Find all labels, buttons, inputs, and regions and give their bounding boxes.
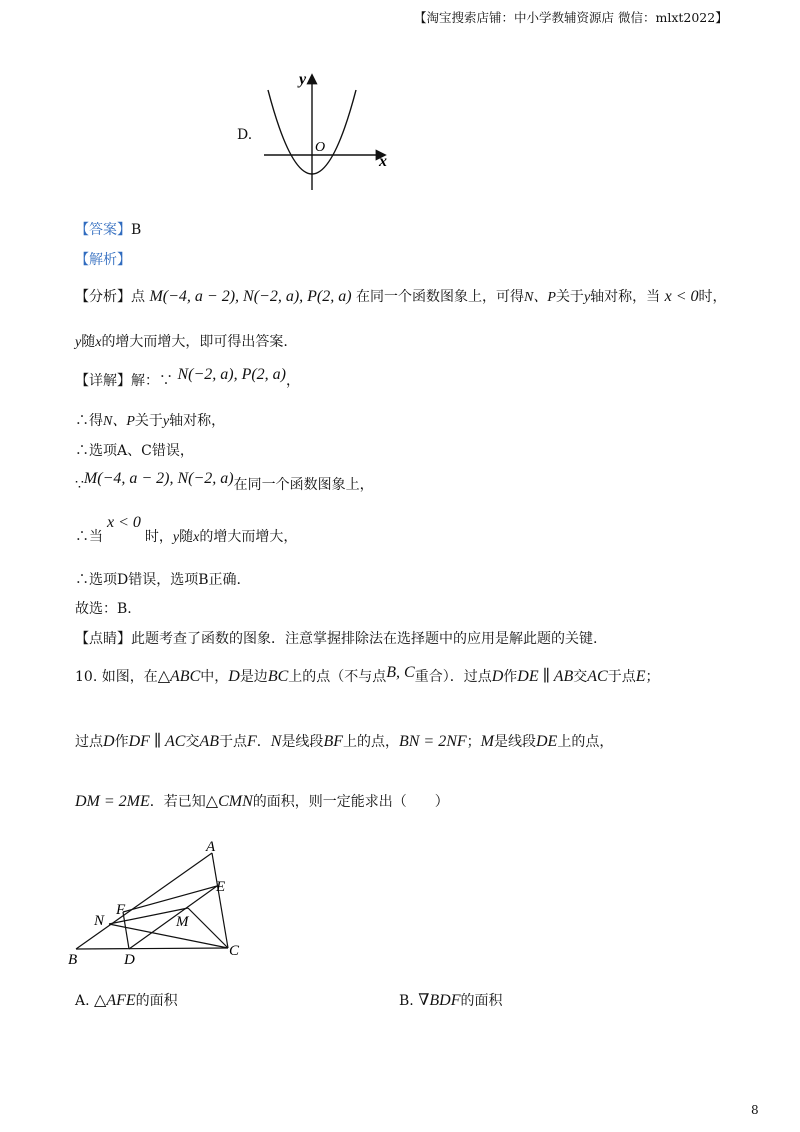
q10-math: BN = 2NF xyxy=(398,733,467,750)
q10-math: D xyxy=(103,733,115,750)
detail-points-math: N(−2, a), P(2, a) xyxy=(177,366,287,383)
origin-label: O xyxy=(315,140,326,155)
q10-math: DE ∥ AB xyxy=(517,668,574,685)
detail-y: y xyxy=(172,530,180,545)
q10-text: 作 xyxy=(503,669,518,685)
point-a-label: A xyxy=(206,839,216,855)
dianjing-text: 此题考查了函数的图象．注意掌握排除法在选择题中的应用是解此题的关键. xyxy=(131,631,598,647)
q10-math: △ABC xyxy=(157,668,201,685)
q10-math: △CMN xyxy=(205,793,253,810)
detail-step-6: 故选：B. xyxy=(75,601,132,617)
fenxi-y: y xyxy=(75,335,82,350)
q10-math: DE xyxy=(536,733,558,750)
q10-math: DM = 2ME xyxy=(75,793,150,810)
detail-text: 在同一个函数图象上， xyxy=(233,477,374,493)
q10-text: 上的点（不与点 xyxy=(288,669,387,685)
point-m-label: M xyxy=(176,914,189,930)
triangle-figure xyxy=(66,836,256,970)
q10-math: B, C xyxy=(386,664,415,681)
q10-line-1 xyxy=(75,666,660,686)
q10-text: 交 xyxy=(573,669,588,685)
analysis-tag: 【解析】 xyxy=(75,252,131,268)
option-a-label: A. xyxy=(75,993,90,1009)
q10-text: ； xyxy=(466,734,481,750)
option-a-math: △AFE xyxy=(94,992,136,1009)
fenxi-condition-math: x < 0 xyxy=(664,288,699,305)
q10-math: D xyxy=(491,668,504,685)
answer-value: B xyxy=(131,222,142,238)
detail-step-2: ∴选项A、C错误， xyxy=(75,443,194,459)
q10-text: 是线段 xyxy=(281,734,324,750)
q10-text: ； xyxy=(645,669,660,685)
point-c-label: C xyxy=(229,943,240,959)
point-d-label: D xyxy=(124,952,135,968)
segment-ba xyxy=(76,853,212,949)
detail-text: 时， xyxy=(144,529,173,545)
q10-text: 上的点， xyxy=(557,734,614,750)
q10-text: ．若已知 xyxy=(149,794,206,810)
point-b-label: B xyxy=(68,952,78,968)
q10-text: 是线段 xyxy=(494,734,536,750)
fenxi-points-math: M(−4, a − 2), N(−2, a), P(2, a) xyxy=(149,288,352,305)
q10-text: 的面积，则一定能求出（ ） xyxy=(252,794,449,810)
option-d-label: D. xyxy=(237,127,253,143)
point-n-label: N xyxy=(94,913,105,929)
q10-math: DF ∥ AC xyxy=(128,733,186,750)
q10-math: AB xyxy=(199,733,219,750)
fenxi-text: 轴对称，当 xyxy=(590,289,661,305)
fenxi-line-1 xyxy=(75,286,727,306)
detail-text: ， xyxy=(286,373,301,389)
detail-tag: 【详解】 xyxy=(75,373,131,389)
segment-bc xyxy=(76,948,228,949)
detail-step4-math: x < 0 xyxy=(107,514,141,531)
q10-text: 上的点， xyxy=(342,734,399,750)
answer-tag: 【答案】 xyxy=(75,222,131,238)
header-shop-info: 【淘宝搜索店铺：中小学教辅资源店 微信：mlxt2022】 xyxy=(414,10,728,25)
detail-step-1 xyxy=(75,410,225,430)
q10-math: N xyxy=(270,733,282,750)
option-a[interactable] xyxy=(75,990,178,1010)
q10-text: 作 xyxy=(114,734,129,750)
q10-line-2 xyxy=(75,731,613,751)
option-b-label: B. xyxy=(399,993,414,1009)
q10-text: 是边 xyxy=(239,669,268,685)
detail-text: 随 xyxy=(179,529,194,545)
point-f-label: F xyxy=(116,902,126,918)
fenxi-text: 的增大而增大，即可得出答案. xyxy=(101,334,288,350)
detail-step-3 xyxy=(75,470,374,494)
q10-math: D xyxy=(228,668,240,685)
fenxi-text: 关于 xyxy=(555,289,584,305)
fenxi-np: N、P xyxy=(524,290,556,305)
option-b[interactable] xyxy=(399,990,502,1010)
q10-text: 10. 如图，在 xyxy=(75,669,158,685)
answer-line xyxy=(75,219,141,239)
option-b-text: 的面积 xyxy=(460,993,503,1009)
detail-y: y xyxy=(162,414,170,429)
q10-text: 中， xyxy=(200,669,229,685)
q10-text: 过点 xyxy=(75,734,103,750)
fenxi-line-2 xyxy=(75,331,288,351)
q10-math: E xyxy=(635,668,646,685)
detail-text: 关于 xyxy=(134,413,163,429)
segment-fe xyxy=(123,886,217,912)
q10-text: 于点 xyxy=(218,734,247,750)
detail-text: 的增大而增大， xyxy=(199,529,298,545)
fenxi-text: 时， xyxy=(698,289,727,305)
detail-np: N、P xyxy=(103,414,135,429)
detail-text: 轴对称， xyxy=(169,413,226,429)
y-axis-label: y xyxy=(299,71,307,88)
fenxi-tag: 【分析】 xyxy=(75,289,131,305)
fenxi-text: 随 xyxy=(81,334,96,350)
q10-text: 于点 xyxy=(607,669,636,685)
q10-math: BF xyxy=(323,733,343,750)
fenxi-y: y xyxy=(583,290,591,305)
detail-line-1 xyxy=(75,366,301,390)
parabola-graph xyxy=(258,66,394,200)
detail-text: ∴得 xyxy=(75,413,103,429)
x-axis-label: x xyxy=(379,153,387,170)
option-b-math: ∇BDF xyxy=(418,992,461,1009)
option-a-text: 的面积 xyxy=(135,993,178,1009)
detail-text: ∵ xyxy=(75,477,84,493)
detail-step-5: ∴选项D错误，选项B正确. xyxy=(75,572,241,588)
fenxi-text: 点 xyxy=(131,289,145,305)
page-number: 8 xyxy=(751,1103,759,1117)
fenxi-text: 在同一个函数图象上，可得 xyxy=(356,289,525,305)
detail-step-4 xyxy=(75,514,298,546)
detail-text: 解：∵ xyxy=(131,373,173,389)
dianjing-line xyxy=(75,628,597,648)
q10-line-3 xyxy=(75,791,449,811)
q10-math: AC xyxy=(587,668,608,685)
detail-x: x xyxy=(193,530,200,545)
q10-text: ． xyxy=(256,734,271,750)
q10-text: 交 xyxy=(185,734,200,750)
detail-text: ∴当 xyxy=(75,529,103,545)
q10-math: F xyxy=(246,733,257,750)
q10-math: BC xyxy=(267,668,289,685)
dianjing-tag: 【点睛】 xyxy=(75,631,131,647)
fenxi-x: x xyxy=(95,335,102,350)
q10-math: M xyxy=(480,733,494,750)
q10-text: 重合）．过点 xyxy=(414,669,492,685)
point-e-label: E xyxy=(216,879,226,895)
detail-step3-math: M(−4, a − 2), N(−2, a) xyxy=(83,470,234,487)
